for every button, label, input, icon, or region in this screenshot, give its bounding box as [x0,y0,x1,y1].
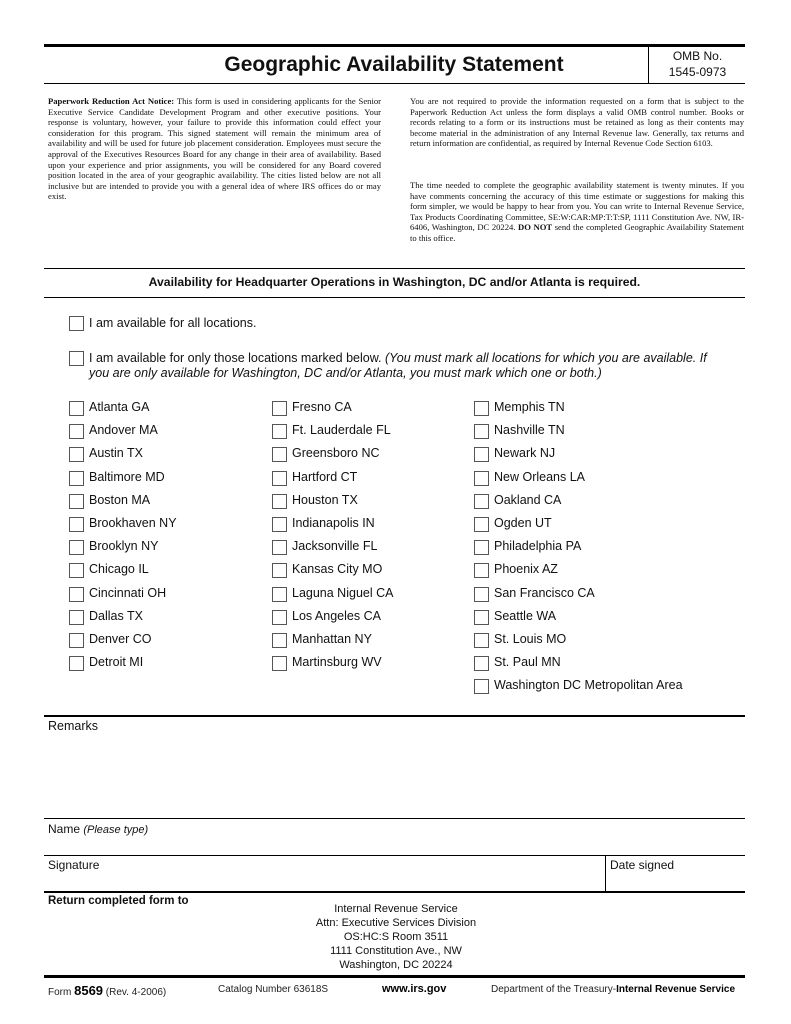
location-label-new-orleans-la: New Orleans LA [494,470,586,484]
checkbox-baltimore-md[interactable] [69,471,84,486]
location-label-chicago-il: Chicago IL [89,562,149,576]
signature-field[interactable] [120,856,603,890]
checkbox-manhattan-ny[interactable] [272,633,287,648]
all-locations-label: I am available for all locations. [89,316,257,330]
location-label-denver-co: Denver CO [89,632,152,646]
location-label-phoenix-az: Phoenix AZ [494,562,558,576]
form-number: Form 8569 (Rev. 4-2006) [48,983,167,998]
checkbox-los-angeles-ca[interactable] [272,610,287,625]
location-label-washington-dc-metropolitan-area: Washington DC Metropolitan Area [494,678,683,692]
checkbox-philadelphia-pa[interactable] [474,540,489,555]
footer-top-rule [44,975,745,978]
time-estimate-notice: The time needed to complete the geographic availability statement is twenty minutes. If you have comments concerning the accuracy of this time estimate or suggestions for making this form simpler, we would be happy to hear from you. You can write to Internal Revenue Service, Tax Products Coordinating Committee, SE:W:CAR:MP:T:T:SP, 1111 Constitution Ave. NW, IR-6406, Washington, DC 20224. DO NOT send the completed Geographic Availability Statement to this office. [410,180,744,243]
form-title: Geographic Availability Statement [224,53,564,76]
remarks-top-rule [44,715,745,717]
location-label-jacksonville-fl: Jacksonville FL [292,539,378,553]
notice-body: This form is used in considering applicants for the Senior Executive Service Candidate Development Program and other executive positions. Your response is voluntary, however, your failure to provide this information could effect your consideration for this program. This signed statement will remain the minimum area of availability and will be used for future job placement consideration. Employees must secure the approval of the Executives Resources Board for any change in their area of availability. Based upon your experience and prior assignments, you will be considered for any Board covered position located in the area of your geographic availability. The cities listed below are not all inclusive but are intended to provide you with a general idea of where IRS offices do or may exist. [48,96,381,202]
return-address-label: Return completed form to [48,895,189,907]
checkbox-austin-tx[interactable] [69,447,84,462]
location-label-brookhaven-ny: Brookhaven NY [89,516,177,530]
location-label-st-paul-mn: St. Paul MN [494,655,561,669]
date-signed-field[interactable] [606,875,745,890]
checkbox-houston-tx[interactable] [272,494,287,509]
checkbox-san-francisco-ca[interactable] [474,587,489,602]
location-label-seattle-wa: Seattle WA [494,609,557,623]
all-locations-checkbox[interactable] [69,316,84,331]
checkbox-phoenix-az[interactable] [474,563,489,578]
location-label-andover-ma: Andover MA [89,423,158,437]
remarks-label: Remarks [48,719,99,733]
location-label-ogden-ut: Ogden UT [494,516,552,530]
location-label-hartford-ct: Hartford CT [292,470,358,484]
location-label-boston-ma: Boston MA [89,493,151,507]
checkbox-brookhaven-ny[interactable] [69,517,84,532]
checkbox-washington-dc-metropolitan-area[interactable] [474,679,489,694]
location-label-houston-tx: Houston TX [292,493,358,507]
omb-value: 1545-0973 [668,65,727,79]
selected-locations-checkbox[interactable] [69,351,84,366]
website-link[interactable]: www.irs.gov [382,983,447,995]
location-label-atlanta-ga: Atlanta GA [89,400,150,414]
date-signed-label: Date signed [610,858,675,872]
location-label-cincinnati-oh: Cincinnati OH [89,586,167,600]
checkbox-denver-co[interactable] [69,633,84,648]
location-label-los-angeles-ca: Los Angeles CA [292,609,381,623]
return-top-rule [44,891,745,893]
omb-number [650,48,745,83]
checkbox-boston-ma[interactable] [69,494,84,509]
checkbox-ogden-ut[interactable] [474,517,489,532]
checkbox-laguna-niguel-ca[interactable] [272,587,287,602]
checkbox-dallas-tx[interactable] [69,610,84,625]
name-field[interactable] [160,819,745,854]
signature-label: Signature [48,858,100,872]
department-name: Department of the Treasury-Internal Revenue Service [491,984,736,995]
omb-divider [648,47,649,83]
checkbox-memphis-tn[interactable] [474,401,489,416]
location-label-philadelphia-pa: Philadelphia PA [494,539,582,553]
checkbox-brooklyn-ny[interactable] [69,540,84,555]
header-bottom-rule [44,83,745,84]
selected-locations-label: I am available for only those locations marked below. (You must mark all locations for which you are available. If you are only available for Washington, DC and/or Atlanta, you must mark which one or both.) [89,351,707,380]
checkbox-chicago-il[interactable] [69,563,84,578]
checkbox-newark-nj[interactable] [474,447,489,462]
checkbox-detroit-mi[interactable] [69,656,84,671]
checkbox-martinsburg-wv[interactable] [272,656,287,671]
location-label-st-louis-mo: St. Louis MO [494,632,567,646]
location-label-manhattan-ny: Manhattan NY [292,632,372,646]
name-label: Name (Please type) [48,822,149,836]
notice-bottom-rule [44,268,745,269]
location-label-memphis-tn: Memphis TN [494,400,565,414]
location-label-greensboro-nc: Greensboro NC [292,446,380,460]
return-address: Internal Revenue Service Attn: Executive Services Division OS:HC:S Room 3511 1111 Constitution Ave., NW Washington, DC 20224 [315,903,477,971]
location-label-dallas-tx: Dallas TX [89,609,143,623]
checkbox-indianapolis-in[interactable] [272,517,287,532]
location-label-indianapolis-in: Indianapolis IN [292,516,375,530]
checkbox-andover-ma[interactable] [69,424,84,439]
location-label-oakland-ca: Oakland CA [494,493,562,507]
checkbox-st-paul-mn[interactable] [474,656,489,671]
catalog-number: Catalog Number 63618S [218,984,329,995]
location-label-brooklyn-ny: Brooklyn NY [89,539,159,553]
paperwork-notice [48,96,381,202]
checkbox-ft-lauderdale-fl[interactable] [272,424,287,439]
checkbox-nashville-tn[interactable] [474,424,489,439]
location-label-laguna-niguel-ca: Laguna Niguel CA [292,586,394,600]
location-label-san-francisco-ca: San Francisco CA [494,586,595,600]
location-label-kansas-city-mo: Kansas City MO [292,562,383,576]
checkbox-hartford-ct[interactable] [272,471,287,486]
omb-notice: You are not required to provide the information requested on a form that is subject to the Paperwork Reduction Act unless the form displays a valid OMB control number. Books or records relating to a form or its instructions must be retained as long as their contents may become material in the administration of any Internal Revenue law. Generally, tax returns and return information are confidential, as required by Internal Revenue Code Section 6103. [410,96,744,149]
checkbox-oakland-ca[interactable] [474,494,489,509]
omb-label: OMB No. [672,49,723,63]
location-label-baltimore-md: Baltimore MD [89,470,165,484]
checkbox-greensboro-nc[interactable] [272,447,287,462]
checkbox-st-louis-mo[interactable] [474,633,489,648]
checkbox-cincinnati-oh[interactable] [69,587,84,602]
location-label-nashville-tn: Nashville TN [494,423,565,437]
checkbox-new-orleans-la[interactable] [474,471,489,486]
checkbox-fresno-ca[interactable] [272,401,287,416]
headquarters-requirement: Availability for Headquarter Operations in Washington, DC and/or Atlanta is required. [148,275,641,289]
remarks-field[interactable] [44,735,745,815]
location-label-austin-tx: Austin TX [89,446,143,460]
checkbox-kansas-city-mo[interactable] [272,563,287,578]
requirement-bottom-rule [44,297,745,298]
location-label-martinsburg-wv: Martinsburg WV [292,655,382,669]
location-label-fresno-ca: Fresno CA [292,400,352,414]
notice-heading: Paperwork Reduction Act Notice: [48,96,175,106]
checkbox-seattle-wa[interactable] [474,610,489,625]
checkbox-jacksonville-fl[interactable] [272,540,287,555]
location-label-detroit-mi: Detroit MI [89,655,144,669]
checkbox-atlanta-ga[interactable] [69,401,84,416]
location-label-newark-nj: Newark NJ [494,446,556,460]
location-label-ft-lauderdale-fl: Ft. Lauderdale FL [292,423,391,437]
